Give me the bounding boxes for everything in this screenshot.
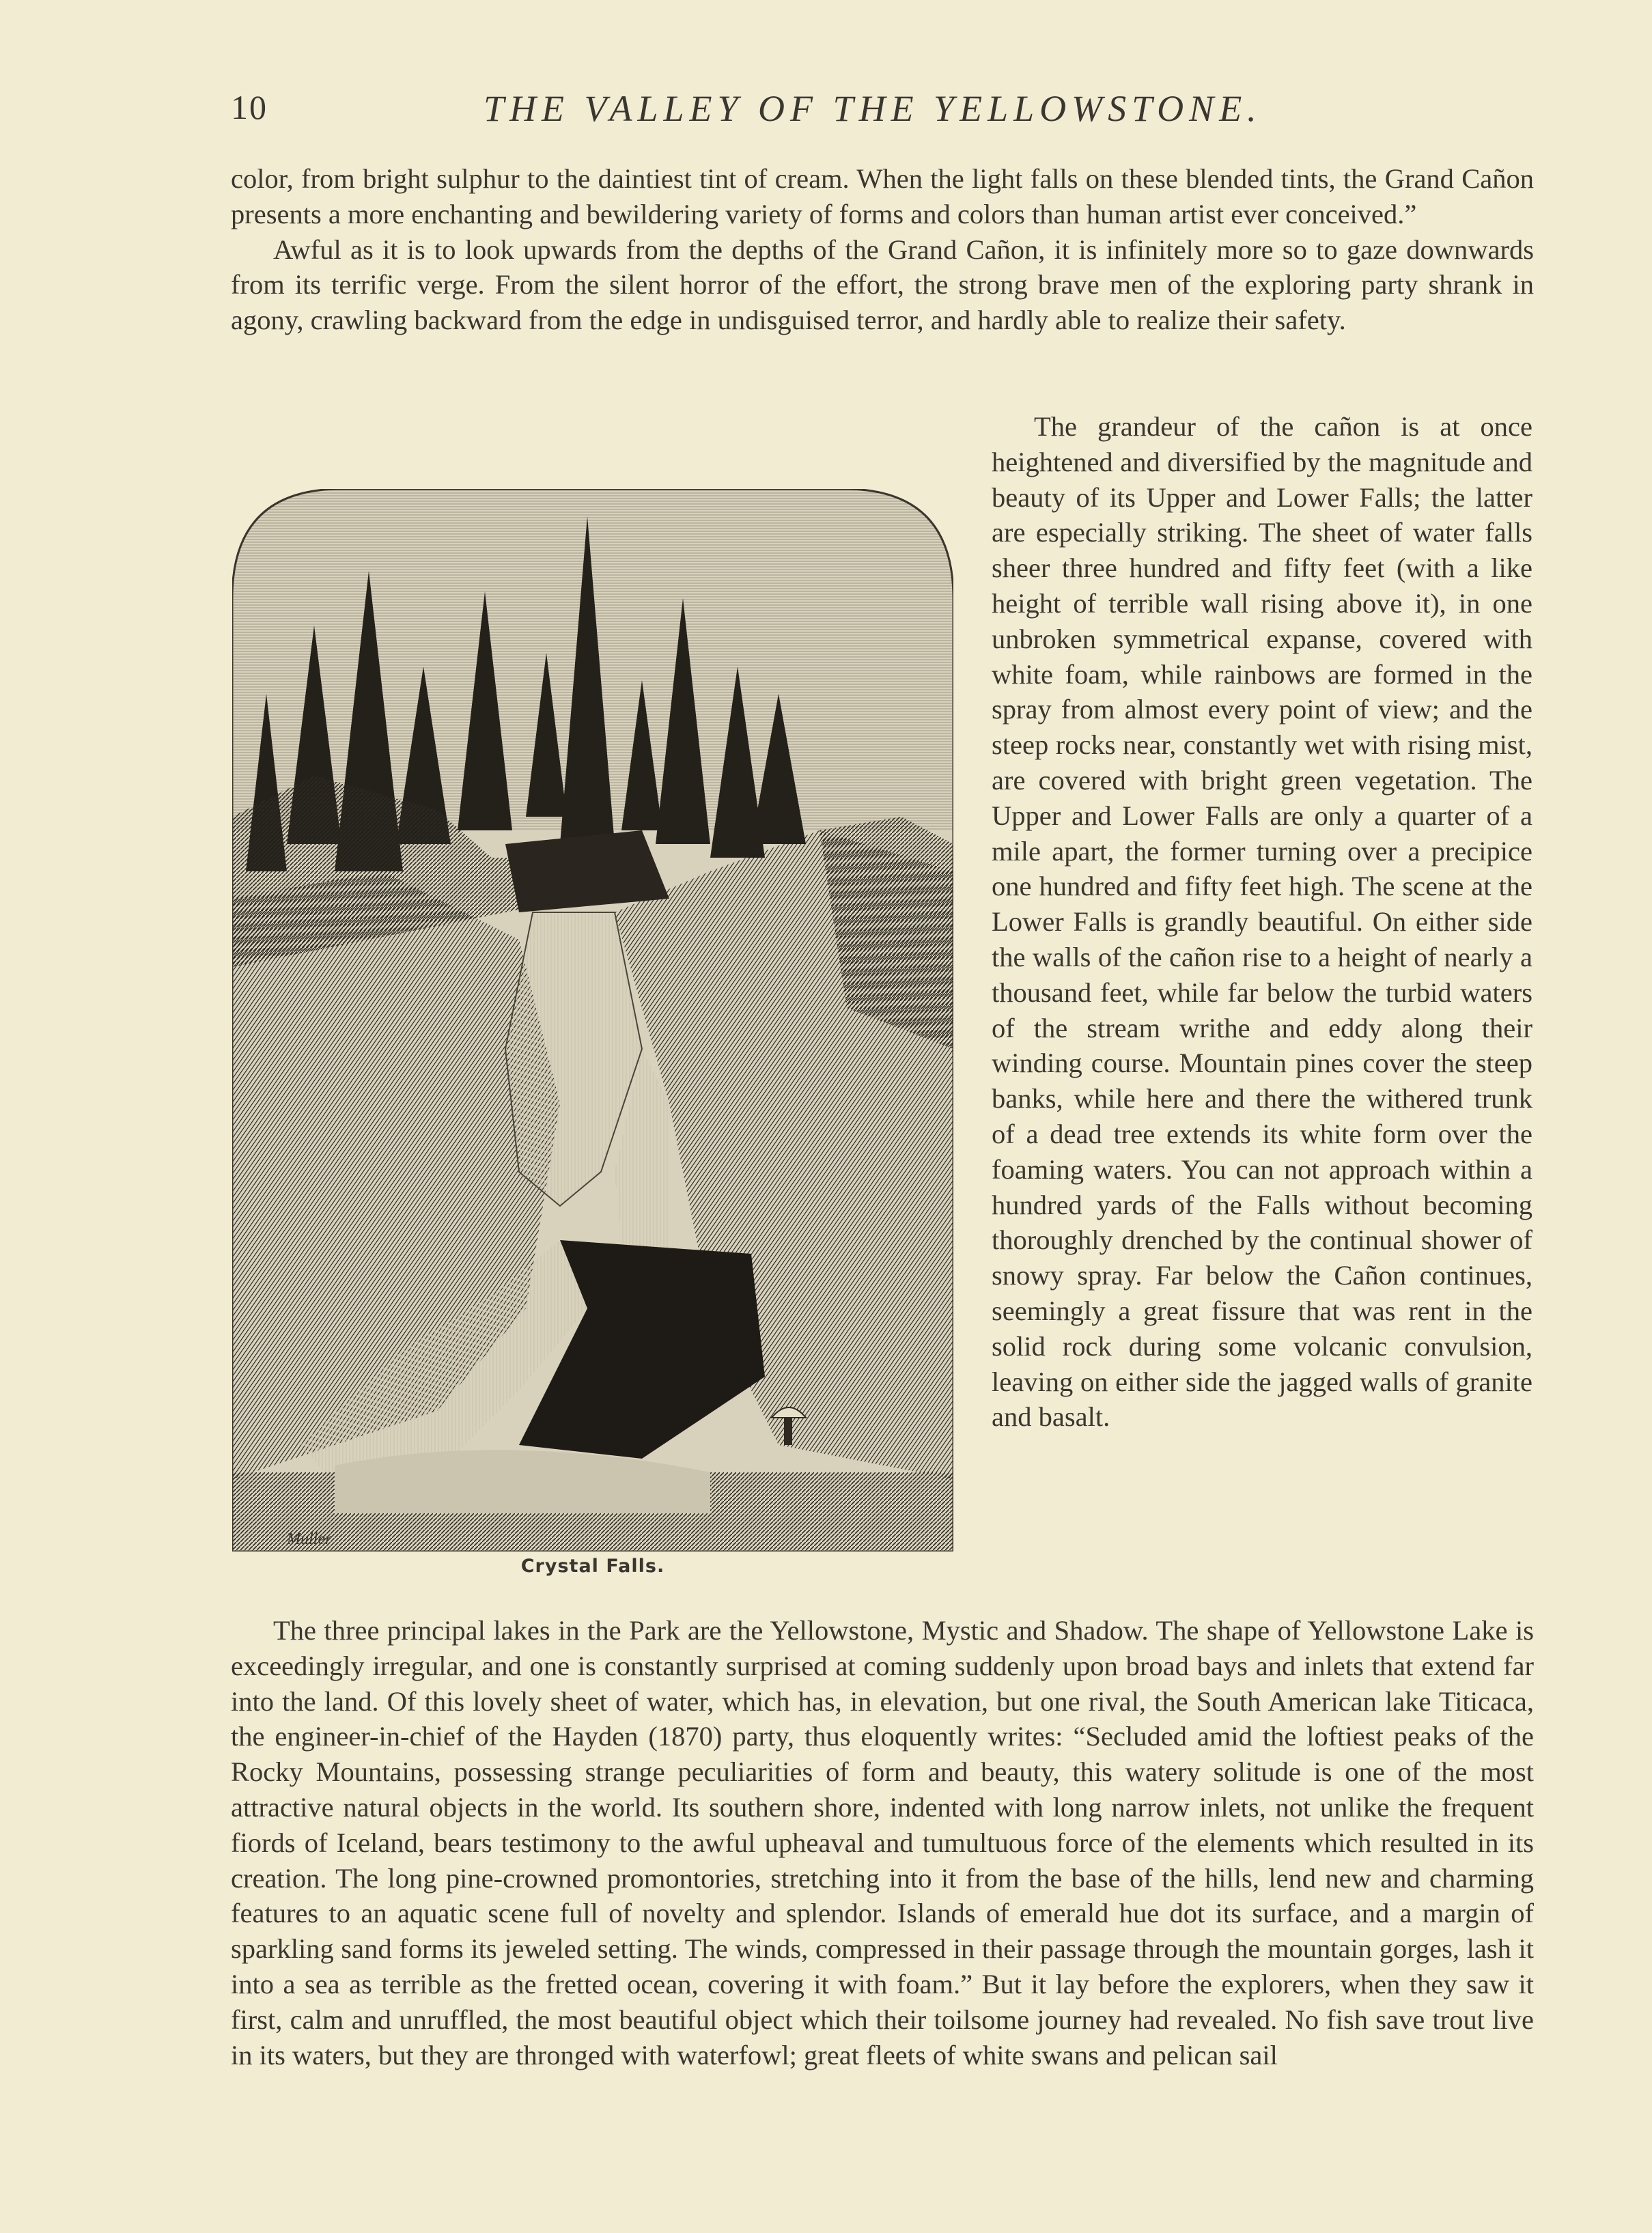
bottom-text-block xyxy=(231,1613,1534,2073)
figure-caption: Crystal Falls. xyxy=(520,1556,665,1577)
paragraph-continued: color, from bright sulphur to the daintiest tint of cream. When the light falls on these blended tints, the Grand Cañon presents a more enchanting and bewildering variety of forms and colors than human artist ever conceived.” xyxy=(231,163,1534,229)
paragraph-falls: The grandeur of the cañon is at once heightened and diversified by the magnitude and beauty of its Upper and Lower Falls; the latter are especially striking. The sheet of water falls sheer three hundred and fifty feet (with a like height of terrible wall rising above it), in one unbroken symmetrical expanse, covered with white foam, while rainbows are formed in the spray from almost every point of view; and the steep rocks near, constantly wet with rising mist, are covered with bright green vegetation. The Upper and Lower Falls are only a quarter of a mile apart, the former turning over a precipice one hundred and fifty feet high. The scene at the Lower Falls is grandly beautiful. On either side the walls of the cañon rise to a height of nearly a thousand feet, while far below the turbid waters of the stream writhe and eddy along their winding course. Mountain pines cover the steep banks, while here and there the withered trunk of a dead tree extends its white form over the foaming waters. You can not approach within a hundred yards of the Falls without becoming thoroughly drenched by the continual shower of snowy spray. Far below the Cañon continues, seemingly a great fissure that was rent in the solid rock during some volcanic convulsion, leaving on either side the jagged walls of granite and basalt. xyxy=(992,411,1532,1433)
running-head xyxy=(231,87,1528,142)
paragraph-lakes: The three principal lakes in the Park are the Yellowstone, Mystic and Shadow. The shape of Yellowstone Lake is exceedingly irregular, and one is constantly surprised at coming suddenly upon broad bays and inlets that extend far into the land. Of this lovely sheet of water, which has, in elevation, but one rival, the South American lake Titicaca, the engineer-in-chief of the Hayden (1870) party, thus eloquently writes: “Secluded amid the loftiest peaks of the Rocky Mountains, possessing strange peculiarities of form and beauty, this watery solitude is one of the most attractive natural objects in the world. Its southern shore, indented with long narrow inlets, not unlike the frequent fiords of Iceland, bears testimony to the awful upheaval and tumultuous force of the elements which resulted in its creation. The long pine-crowned promontories, stretching into it from the base of the hills, lend new and charming features to an aquatic scene full of novelty and splendor. Islands of emerald hue dot its surface, and a margin of sparkling sand forms its jeweled setting. The winds, compressed in their passage through the mountain gorges, lash it into a sea as terrible as the fretted ocean, covering it with foam.” But it lay before the explorers, when they saw it first, calm and unruffled, the most beautiful object which their toilsome journey had revealed. No fish save trout live in its waters, but they are thronged with waterfowl; great fleets of white swans and pelican sail xyxy=(231,1615,1534,2070)
book-title: THE VALLEY OF THE YELLOWSTONE. xyxy=(484,88,1262,129)
page-number: 10 xyxy=(231,88,268,126)
crystal-falls-engraving xyxy=(232,489,953,1551)
artist-signature: Muller xyxy=(287,1530,332,1548)
top-text-block xyxy=(231,161,1534,338)
paragraph-canon-verge: Awful as it is to look upwards from the depths of the Grand Cañon, it is infinitely more so to gaze downwards from its terrific verge. From the silent horror of the effort, the strong brave men of the exploring party shrank in agony, crawling backward from the edge in undisguised terror, and hardly able to realize their safety. xyxy=(231,234,1534,336)
figure-crystal-falls xyxy=(232,489,953,1577)
